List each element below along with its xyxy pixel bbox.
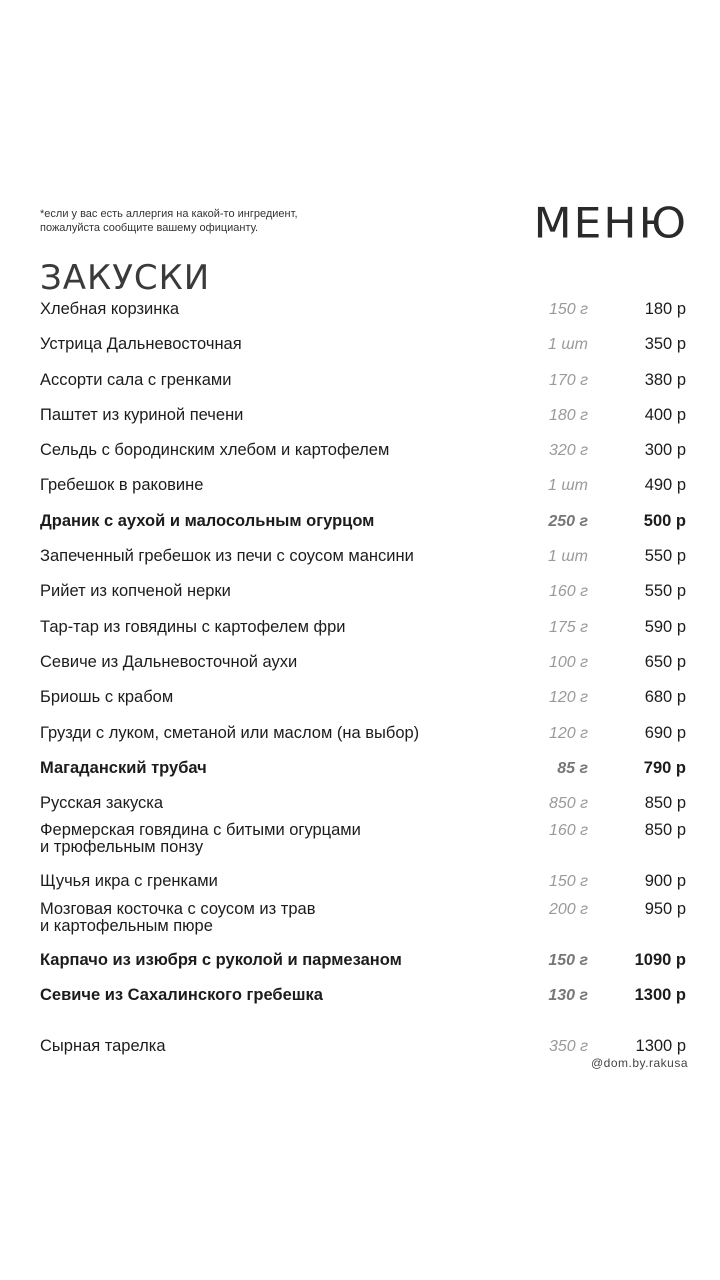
menu-item	[40, 978, 686, 1013]
menu-item-price: 550 р	[644, 547, 686, 566]
menu-item	[40, 943, 686, 978]
menu-item-price: 500 р	[643, 511, 686, 530]
menu-item-weight: 350 г	[548, 1038, 588, 1056]
allergy-note: *если у вас есть аллергия на какой-то ингредиент, пожалуйста сообщите вашему официанту.	[40, 208, 298, 234]
menu-item-name: Ассорти сала с гренками	[40, 370, 232, 389]
menu-item-price: 850 р	[644, 794, 686, 813]
menu-item	[40, 864, 686, 899]
menu-item-name: Мозговая косточка с соусом из трав и картофельным пюре	[40, 899, 316, 935]
menu-item-price: 1090 р	[634, 950, 686, 969]
menu-item-weight: 160 г	[548, 822, 588, 840]
menu-item-weight: 1 шт	[548, 548, 588, 566]
menu-item-weight: 320 г	[548, 442, 588, 460]
menu-item-weight: 850 г	[548, 795, 588, 813]
menu-item-name: Щучья икра с гренками	[40, 872, 218, 891]
menu-item-price: 380 р	[644, 370, 686, 389]
menu-item	[40, 292, 686, 327]
menu-item	[40, 900, 686, 943]
menu-item-name: Грузди с луком, сметаной или маслом (на выбор)	[40, 723, 420, 742]
menu-item	[40, 504, 686, 539]
menu-item	[40, 821, 686, 864]
menu-item-name: Тар-тар из говядины с картофелем фри	[40, 617, 346, 636]
menu-item-weight: 85 г	[557, 759, 588, 777]
menu-item-name: Карпачо из изюбря с руколой и пармезаном	[40, 950, 402, 969]
menu-item-price: 1300 р	[635, 1037, 686, 1056]
menu-title: МЕНЮ	[533, 199, 688, 248]
menu-item-price: 900 р	[644, 872, 686, 891]
menu-item-name: Фермерская говядина с битыми огурцами и трюфельным понзу	[40, 821, 361, 857]
menu-item-price: 850 р	[644, 821, 686, 840]
menu-item-price: 680 р	[644, 688, 686, 707]
menu-item-price: 590 р	[644, 617, 686, 636]
menu-item-name: Запеченный гребешок из печи с соусом мансини	[40, 547, 414, 566]
menu-item-name: Устрица Дальневосточная	[40, 335, 242, 354]
menu-item-name: Рийет из копченой нерки	[40, 582, 231, 601]
menu-item-weight: 130 г	[548, 987, 588, 1005]
menu-item-price: 550 р	[644, 582, 686, 601]
menu-item	[40, 716, 686, 751]
menu-item-price: 490 р	[644, 476, 686, 495]
menu-item-weight: 180 г	[548, 406, 588, 424]
menu-item-price: 650 р	[644, 652, 686, 671]
menu-item-weight: 200 г	[548, 900, 588, 918]
menu-item-name: Магаданский трубач	[40, 758, 207, 777]
menu-item	[40, 680, 686, 715]
menu-item	[40, 786, 686, 821]
menu-item-name: Драник с аухой и малосольным огурцом	[40, 511, 375, 530]
menu-item-price: 690 р	[644, 723, 686, 742]
menu-items-list	[40, 292, 686, 1065]
instagram-credit: @dom.by.rakusa	[591, 1056, 688, 1070]
menu-item-weight: 160 г	[548, 583, 588, 601]
menu-item-name: Русская закуска	[40, 794, 164, 813]
menu-item-name: Севиче из Дальневосточной аухи	[40, 652, 298, 671]
menu-item-price: 1300 р	[634, 986, 686, 1005]
menu-item-weight: 250 г	[548, 512, 588, 530]
menu-item	[40, 645, 686, 680]
menu-item-name: Сельдь с бородинским хлебом и картофелем	[40, 441, 390, 460]
menu-item	[40, 433, 686, 468]
menu-item	[40, 363, 686, 398]
menu-item-weight: 1 шт	[548, 477, 588, 495]
menu-item	[40, 327, 686, 362]
menu-item	[40, 398, 686, 433]
menu-item-weight: 150 г	[548, 873, 588, 891]
menu-item-weight: 1 шт	[548, 336, 588, 354]
menu-item-price: 400 р	[644, 405, 686, 424]
menu-item	[40, 574, 686, 609]
menu-item-weight: 150 г	[548, 301, 588, 318]
menu-item-weight: 175 г	[548, 618, 588, 636]
menu-item-price: 350 р	[644, 335, 686, 354]
menu-item	[40, 751, 686, 786]
menu-item-name: Бриошь с крабом	[40, 688, 174, 707]
menu-item-name: Гребешок в раковине	[40, 476, 204, 495]
menu-item	[40, 468, 686, 503]
menu-item-weight: 120 г	[548, 689, 588, 707]
menu-item-weight: 170 г	[548, 371, 588, 389]
menu-item-name: Сырная тарелка	[40, 1037, 166, 1056]
menu-item	[40, 539, 686, 574]
menu-item-price: 300 р	[644, 441, 686, 460]
section-title: ЗАКУСКИ	[40, 258, 211, 298]
menu-item-price: 790 р	[643, 758, 686, 777]
menu-item-name: Хлебная корзинка	[40, 300, 180, 318]
menu-item-weight: 150 г	[548, 951, 588, 969]
menu-item-weight: 100 г	[548, 653, 588, 671]
menu-item	[40, 1029, 686, 1064]
menu-item-weight: 120 г	[548, 724, 588, 742]
menu-item-price: 950 р	[644, 899, 686, 918]
menu-item-price: 180 р	[644, 300, 686, 318]
menu-item-name: Паштет из куриной печени	[40, 405, 244, 424]
menu-item-name: Севиче из Сахалинского гребешка	[40, 986, 323, 1005]
menu-item	[40, 610, 686, 645]
